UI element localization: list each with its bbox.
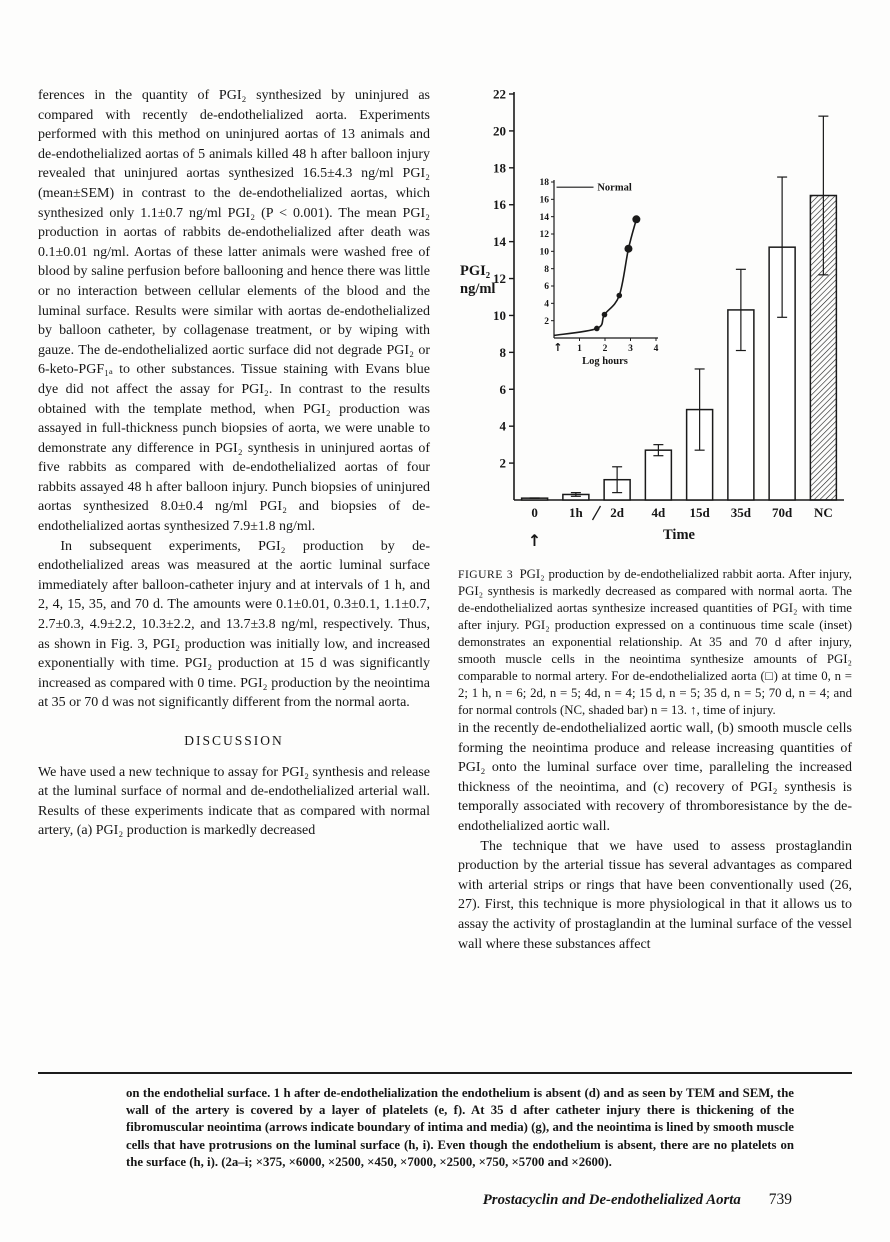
svg-text:Log hours: Log hours [582, 356, 628, 367]
svg-text:15d: 15d [689, 505, 710, 520]
svg-text:Time: Time [663, 527, 695, 543]
svg-text:35d: 35d [730, 505, 751, 520]
bottom-section [38, 1072, 852, 1242]
svg-text:22: 22 [493, 86, 506, 102]
svg-text:3: 3 [628, 344, 633, 354]
svg-text:20: 20 [493, 123, 506, 139]
svg-text:NC: NC [813, 505, 833, 520]
svg-text:2: 2 [544, 316, 549, 327]
page-content [38, 86, 852, 954]
svg-text:14: 14 [493, 234, 506, 250]
svg-text:12: 12 [539, 230, 549, 241]
svg-text:↑: ↑ [553, 341, 563, 354]
svg-text:70d: 70d [772, 505, 793, 520]
svg-text:2: 2 [499, 455, 506, 471]
body-paragraph: ferences in the quantity of PGI₂ synthesized by uninjured as compared with recently de-endothelialized aorta. Experiments performed with this method on uninjured aortas of 13 animals and de-endothelialized aortas of 5 animals killed 48 h after balloon injury revealed that uninjured aortas synthesized 16.5±4.3 ng/ml PGI₂ (mean±SEM) in contrast to the de-endothelialized aortas, which synthesized only 1.1±0.7 ng/ml PGI₂ (P < 0.001). The mean PGI₂ production in aortas of rabbits de-endothelialized after death was 0.1±0.01 ng/ml. Aortas of these latter animals were washed free of blood by saline perfusion before ballooning and hence there was little or no interaction between cellular elements of the blood and the luminal surface. Results were similar with aortas de-endothelialized by balloon catheter, by collagenase treatment, or by wiping with gauze. The de-endothelialized aortic surface did not degrade PGI₂ or 6-keto-PGF₁ₐ to other substances. Tissue staining with Evans blue dye did not affect the assay for PGI₂. In contrast to the results obtained with the template method, when PGI₂ production was assayed in full-thickness punch biopsies of aorta, we were unable to demonstrate any difference in PGI₂ synthesis in uninjured aortas of five rabbits as compared with de-endothelialized aortas of four rabbits assayed 48 h after balloon injury. Punch biopsies of uninjured aortas synthesized 8.0±0.4 ng/ml PGI₂ and biopsies of de-endothelialized aortas synthesized 7.9±1.8 ng/ml. [38, 88, 430, 535]
figure-caption [458, 566, 852, 719]
svg-text:14: 14 [539, 212, 549, 223]
running-title: Prostacyclin and De-endothelialized Aorta [482, 1192, 741, 1209]
svg-text:4: 4 [653, 344, 659, 354]
figure-caption-text: PGI₂ production by de-endothelialized rabbit aorta. After injury, PGI₂ synthesis is markedly decreased as compared with normal aorta. The de-endothelialized aortas synthesize increased quantities of PGI₂ with time after injury. PGI₂ production expressed on a continuous time scale (inset) demonstrates an exponential relationship. At 35 and 70 d after injury, smooth muscle cells in the neointima synthesize amounts of PGI₂ comparable to normal artery. For de-endothelialized aorta (□) at time 0, n = 2; 1 h, n = 6; 2d, n = 5; 4d, n = 4; 15 d, n = 5; 35 d, n = 5; 70 d, n = 4; and for normal controls (NC, shaded bar) n = 13. ↑, time of injury. [458, 567, 852, 717]
body-paragraph: In subsequent experiments, PGI₂ production by de-endothelialized areas was measured at the aortic luminal surface immediately after balloon-catheter injury and at intervals of 1 h, and 2, 4, 15, 35, and 70 d. The amounts were 0.1±0.01, 0.3±0.1, 1.1±0.7, 2.7±0.3, 4.9±2.2, 10.3±2.2, and 13.7±3.8 ng/ml, respectively. Thus, as shown in Fig. 3, PGI₂ production was initially low, and increased exponentially with time. PGI₂ production at 15 d was significantly increased as compared with 0 time. PGI₂ production by the neointima at 35 or 70 d was not significantly different from the normal aorta. [38, 538, 430, 711]
svg-text:16: 16 [539, 195, 549, 206]
svg-text:12: 12 [493, 271, 506, 287]
svg-text:10: 10 [539, 247, 549, 258]
body-paragraph: The technique that we have used to assess prostaglandin production by the arterial tissue has several advantages as compared with arterial strips or rings that have been conventionally used (26, 27). First, this technique is more physiological in that it allows us to assay the activity of prostaglandin at the luminal surface of the vessel wall where these substances affect [458, 838, 852, 952]
footnote-rule [38, 1072, 852, 1074]
discussion-heading: DISCUSSION [184, 733, 284, 748]
page-footer [38, 1191, 852, 1209]
svg-text:4d: 4d [651, 505, 666, 520]
svg-text:2: 2 [602, 344, 608, 354]
svg-text:8: 8 [499, 344, 506, 360]
svg-text:Normal: Normal [597, 182, 632, 194]
svg-text:↑: ↑ [527, 531, 542, 550]
svg-text:PGI₂: PGI₂ [460, 262, 491, 279]
svg-text:0: 0 [531, 505, 538, 520]
footnote-text: on the endothelial surface. 1 h after de-endothelialization the endothelium is absent (d) and as seen by TEM and SEM, the wall of the artery is covered by a layer of platelets (e, f). At 35 d after catheter injury there is thickening of the fibromuscular neointima (arrows indicate boundary of intima and media) (g), and the neointima is lined by smooth muscle cells that have protrusions on the luminal surface (h, i). Even though the endothelium is absent, there are no platelets on the surface (h, i). (2a–i; ×375, ×6000, ×2500, ×450, ×7000, ×2500, ×750, ×5700 and ×2600). [126, 1086, 794, 1169]
svg-text:18: 18 [539, 178, 549, 189]
figure-caption-label: FIGURE 3 [458, 568, 514, 581]
svg-text:16: 16 [493, 197, 506, 213]
svg-text:4: 4 [499, 418, 506, 434]
figure-chart-svg [458, 86, 852, 556]
svg-text:1h: 1h [569, 505, 583, 520]
svg-text:10: 10 [493, 307, 506, 323]
body-paragraph: We have used a new technique to assay for PGI₂ synthesis and release at the luminal surface of normal and de-endothelialized arterial wall. Results of these experiments indicate that as compared with normal artery, (a) PGI₂ production is markedly decreased [38, 764, 430, 839]
svg-text:6: 6 [544, 282, 549, 293]
svg-text:2d: 2d [610, 505, 624, 520]
svg-text:ng/ml: ng/ml [460, 280, 496, 297]
svg-text:6: 6 [499, 381, 506, 397]
svg-text:1: 1 [577, 344, 582, 354]
page-number: 739 [768, 1191, 792, 1209]
svg-text:8: 8 [544, 264, 549, 275]
figure-3 [458, 86, 852, 719]
right-column [458, 86, 852, 954]
left-column [38, 86, 430, 954]
svg-text:4: 4 [544, 299, 549, 310]
body-paragraph: in the recently de-endothelialized aortic wall, (b) smooth muscle cells forming the neointima produce and release increasing quantities of PGI₂ onto the luminal surface over time, paralleling the increased thickness of the neointima, and (c) recovery of PGI₂ synthesis is temporally associated with recovery of thromboresistance by the de-endothelialized aortic wall. [458, 721, 852, 834]
svg-text:18: 18 [493, 160, 506, 176]
